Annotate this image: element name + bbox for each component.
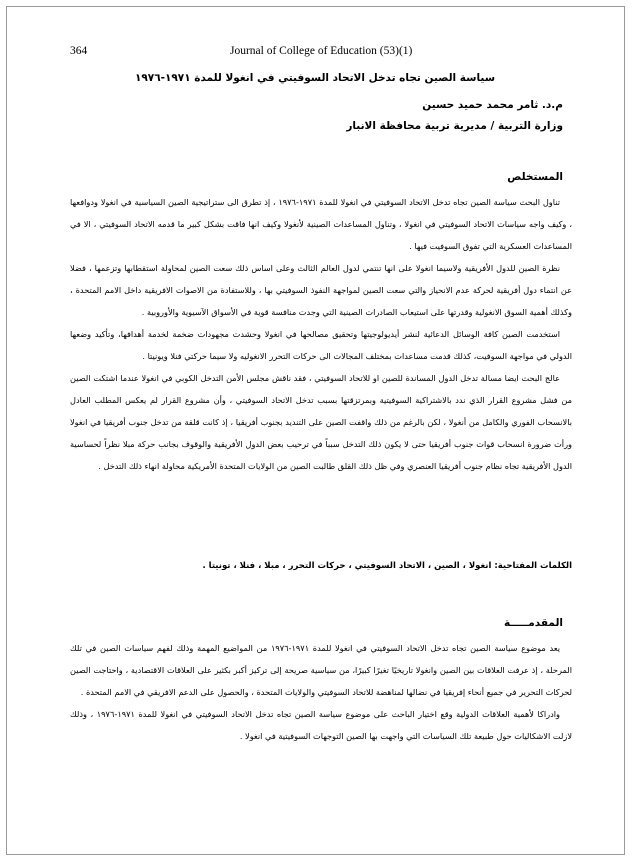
abstract-paragraph: عالج البحث ايضا مسالة تدخل الدول المساندة للصين او للاتحاد السوفيتي ، فقد ناقش مجلس الأمن التدخل الكوبي في انغولا عندما اشتكت الصين من فشل مشروع القرار الذي ندد بالاشتراكية السوفيتية وبمرتزقتها بسبب تدخل الاتحاد السوفيتي ، وأن مشروع القرار لم يعكس المطلب العادل بالانسحاب الفوري والكامل من أنغولا ، لكن بالرغم من ذلك واقفت الصين على التنديد بجنوب أفريقيا ، إذ كانت قلقة من تدخل جنوب أفريقيا في انغولا ورأت ضرورة انسحاب قوات جنوب أفريقيا حتى لا يكون ذلك التدخل سبباً في ترحيب بعض الدول الأفريقية والوقوف بجانب حركة مبلا نظراً لحساسية الدول الأفريقية تجاه نظام جنوب أفريقيا العنصري وفي ظل ذلك القلق طالبت الصين من الولايات المتحدة الأمريكية محاولة انهاء ذلك التدخل . xyxy=(70,373,572,471)
introduction-body xyxy=(70,637,572,747)
paper-title: سياسة الصين تجاه تدخل الاتحاد السوفيتي في انغولا للمدة ١٩٧١-١٩٧٦ xyxy=(134,72,496,84)
introduction-paragraph: يعد موضوع سياسة الصين تجاه تدخل الاتحاد السوفيتي في انغولا للمدة ١٩٧١-١٩٧٦ من المواضيع المهمة وذلك لفهم سياسات الصين في تلك المرحلة ، إذ عرفت العلاقات بين الصين وانغولا تاريخيًا تغيرًا كبيرًا، من سياسية صريحة إلى تركيز أكبر بكثير على العلاقات الاقتصادية ، واحتاجت الصين لحركات التحرير في جميع أنحاء إفريقيا في نضالها لمناهضة للاتحاد السوفيتي والولايات المتحدة ، والحصول على الدعم الافريقي في الامم المتحدة . xyxy=(70,643,572,697)
page-number: 364 xyxy=(70,45,88,57)
abstract-body xyxy=(70,191,572,477)
author-name: م.د. ثامر محمد حميد حسين xyxy=(422,99,563,111)
running-header xyxy=(70,45,570,59)
author-affiliation: وزارة التربية / مديرية تربية محافظة الانبار xyxy=(346,120,563,132)
abstract-paragraph: استخدمت الصين كافة الوسائل الدعائية لنشر أيديولوجيتها وتحقيق مصالحها في انغولا وحشدت مجهودات ضخمة لخدمة أهدافها، وتأكيد وضعها الدولي في مواجهة السوفيت، كذلك قدمت مساعدات بمختلف المجالات الى حركات التحرر الانغوليه ولا سيما حركتي فنلا ويونيتا . xyxy=(70,329,572,361)
keywords-line: الكلمات المفتاحية: انغولا ، الصين ، الاتحاد السوفيتي ، حركات التحرر ، مبلا ، فنلا ، تونيتا . xyxy=(202,561,572,571)
author-block xyxy=(83,95,563,137)
introduction-heading: المقدمـــــة xyxy=(503,617,563,629)
introduction-paragraph: وادراكا لأهمية العلاقات الدولية وقع اختيار الباحث على موضوع سياسة الصين تجاه تدخل الاتحاد السوفيتي في انغولا للمدة ١٩٧١-١٩٧٦ ، وذلك لازلت الاشكاليات حول طبيعة تلك السياسات التي واجهت بها الصين التوجهات السوفيتية في انغولا . xyxy=(70,709,572,741)
journal-name: Journal of College of Education (53)(1) xyxy=(230,45,413,57)
abstract-paragraph: تناول البحث سياسة الصين تجاه تدخل الاتحاد السوفيتي في انغولا للمدة ١٩٧١-١٩٧٦ ، إذ تطرق الى ستراتيجية الصين السياسية في انغولا ودوافعها ، وكيف واجه سياسات الاتحاد السوفيتي في انغولا ، وتناول المساعدات الصينية لأنغولا وكيف انها فاقت بشكل كبير ما قدمه الاتحاد السوفيتي ، الا في المساعدات العسكرية التي تفوق السوفيت فيها . xyxy=(70,197,572,251)
abstract-paragraph: نظرة الصين للدول الأفريقية ولاسيما انغولا على انها تنتمي لدول العالم الثالث وعلى اساس ذلك سعت الصين لمحاولة استقطابها وتزعمها ، فضلا عن انتماء دول أفريقية لحركة عدم الانحياز والتي سعت الصين لمواجهة النفوذ السوفيتي بها ، وللاستفادة من الاصوات الافريقية داخل الامم المتحدة ، وكذلك أهمية السوق الانغولية وقدرتها على استيعاب الصادرات الصينية التي وجدت منافسة قوية في الأسواق الآسيوية والأوروبية . xyxy=(70,263,572,317)
abstract-heading: المستخلص xyxy=(507,171,563,183)
